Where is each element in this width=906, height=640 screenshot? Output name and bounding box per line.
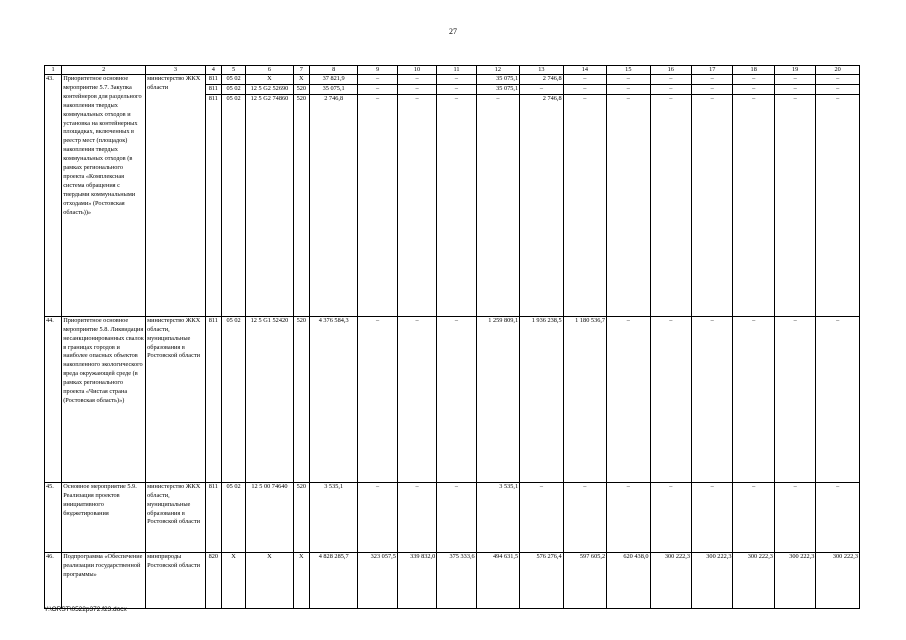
column-header: 20	[816, 66, 860, 75]
table-cell: –	[476, 94, 519, 316]
row-name: Основное мероприятие 5.9. Реализация проектов инициативного бюджетирования	[62, 482, 146, 552]
table-cell: 35 075,1	[476, 84, 519, 94]
table-cell: 323 057,5	[358, 552, 397, 608]
column-header: 15	[607, 66, 650, 75]
column-header: 9	[358, 66, 397, 75]
table-cell: –	[733, 84, 774, 94]
column-header: 6	[246, 66, 294, 75]
table-cell: –	[520, 482, 563, 552]
table-cell: 811	[205, 84, 221, 94]
table-cell: –	[358, 84, 397, 94]
row-executor: министерство ЖКХ области, муниципальные образования в Ростовской области	[146, 482, 206, 552]
table-cell: –	[358, 482, 397, 552]
table-cell: –	[607, 84, 650, 94]
table-cell: –	[650, 94, 691, 316]
table-cell: –	[816, 94, 860, 316]
table-cell: X	[221, 552, 245, 608]
table-cell: 05 02	[221, 75, 245, 85]
table-cell: –	[397, 94, 436, 316]
table-cell: –	[358, 94, 397, 316]
table-cell: 2 746,8	[520, 75, 563, 85]
table-cell: –	[774, 75, 815, 85]
column-header: 18	[733, 66, 774, 75]
table-cell: –	[437, 94, 476, 316]
table-cell: X	[246, 75, 294, 85]
table-cell: –	[816, 482, 860, 552]
table-row	[45, 316, 860, 482]
table-cell: 05 02	[221, 316, 245, 482]
table-cell: –	[692, 94, 733, 316]
table-cell: 300 222,3	[733, 552, 774, 608]
table-cell: –	[650, 482, 691, 552]
table-cell: –	[607, 75, 650, 85]
table-cell: 820	[205, 552, 221, 608]
table-cell: 375 333,6	[437, 552, 476, 608]
table-cell: 300 222,3	[692, 552, 733, 608]
table-cell: 300 222,3	[774, 552, 815, 608]
table-cell: –	[650, 316, 691, 482]
column-header: 5	[221, 66, 245, 75]
table-cell: 05 02	[221, 482, 245, 552]
column-header: 1	[45, 66, 62, 75]
table-cell: –	[774, 84, 815, 94]
table-cell: 597 605,2	[563, 552, 606, 608]
table-cell: X	[246, 552, 294, 608]
column-header: 2	[62, 66, 146, 75]
table-cell: 576 276,4	[520, 552, 563, 608]
table-cell: –	[692, 84, 733, 94]
table-cell: –	[607, 482, 650, 552]
table-cell: 12 5 G2 52690	[246, 84, 294, 94]
table-cell: 811	[205, 94, 221, 316]
row-name: Приоритетное основное мероприятие 5.8. Ликвидация несанкционированных свалок в границах городов и наиболее опасных объектов накопленного экологического вреда окружающей среде (в рамках регионального проекта «Чистая страна (Ростовская область)»)	[62, 316, 146, 482]
table-cell: –	[358, 316, 397, 482]
table-cell: –	[397, 482, 436, 552]
column-header: 13	[520, 66, 563, 75]
table-cell: 35 075,1	[476, 75, 519, 85]
table-cell: 05 02	[221, 94, 245, 316]
table-row	[45, 75, 860, 85]
table-cell: –	[816, 84, 860, 94]
table-cell: –	[774, 316, 815, 482]
table-cell: –	[650, 84, 691, 94]
column-header: 7	[293, 66, 309, 75]
table-cell: 520	[293, 94, 309, 316]
table-cell: –	[397, 84, 436, 94]
table-cell: 1 936 238,5	[520, 316, 563, 482]
table-cell: 520	[293, 316, 309, 482]
table-cell: 2 746,8	[309, 94, 358, 316]
row-number: 46.	[45, 552, 62, 608]
file-path-footer: Y:\ORST\0522p372.f23.docx	[44, 606, 127, 613]
table-cell: 811	[205, 482, 221, 552]
table-cell: –	[437, 316, 476, 482]
table-cell: –	[397, 316, 436, 482]
column-header: 8	[309, 66, 358, 75]
table-cell: –	[774, 94, 815, 316]
table-cell: –	[437, 84, 476, 94]
table-cell: 12 5 G1 52420	[246, 316, 294, 482]
column-header: 12	[476, 66, 519, 75]
column-header: 14	[563, 66, 606, 75]
page-number: 27	[449, 27, 457, 36]
column-header: 4	[205, 66, 221, 75]
table-cell: –	[733, 75, 774, 85]
header-row	[45, 66, 860, 75]
table-cell: –	[733, 482, 774, 552]
table-cell: –	[733, 316, 774, 482]
column-header: 16	[650, 66, 691, 75]
table-cell: –	[816, 75, 860, 85]
table-cell: 339 832,0	[397, 552, 436, 608]
table-cell: 3 535,1	[476, 482, 519, 552]
table-cell: 35 075,1	[309, 84, 358, 94]
table-cell: –	[358, 75, 397, 85]
table-cell: 520	[293, 482, 309, 552]
column-header: 11	[437, 66, 476, 75]
table-cell: 2 746,8	[520, 94, 563, 316]
table-cell: –	[563, 75, 606, 85]
table-cell: –	[397, 75, 436, 85]
column-header: 10	[397, 66, 436, 75]
table-cell: 300 222,3	[816, 552, 860, 608]
table-cell: 37 821,9	[309, 75, 358, 85]
table-cell: 4 376 584,3	[309, 316, 358, 482]
table-cell: 300 222,3	[650, 552, 691, 608]
table-row	[45, 482, 860, 552]
row-executor: министерство ЖКХ области	[146, 75, 206, 317]
table-cell: –	[437, 75, 476, 85]
table-cell: 520	[293, 84, 309, 94]
table-cell: X	[293, 552, 309, 608]
budget-table	[44, 65, 860, 609]
row-number: 43.	[45, 75, 62, 317]
table-cell: X	[293, 75, 309, 85]
row-number: 45.	[45, 482, 62, 552]
table-cell: –	[607, 94, 650, 316]
table-cell: –	[692, 75, 733, 85]
table-cell: –	[437, 482, 476, 552]
table-cell: 811	[205, 316, 221, 482]
row-number: 44.	[45, 316, 62, 482]
table-cell: 620 438,0	[607, 552, 650, 608]
table-cell: –	[692, 482, 733, 552]
table-cell: –	[563, 482, 606, 552]
table-cell: 494 631,5	[476, 552, 519, 608]
column-header: 17	[692, 66, 733, 75]
table-cell: –	[563, 84, 606, 94]
table-cell: –	[774, 482, 815, 552]
table-cell: –	[520, 84, 563, 94]
table-cell: 1 180 536,7	[563, 316, 606, 482]
table-cell: –	[607, 316, 650, 482]
table-cell: 12 5 00 74640	[246, 482, 294, 552]
table-cell: 3 535,1	[309, 482, 358, 552]
column-header: 19	[774, 66, 815, 75]
row-name: Приоритетное основное мероприятие 5.7. Закупка контейнеров для раздельного накопления твердых коммунальных отходов и установка на контейнерных площадках, включенных в реестр мест (площадок) накопления твердых коммунальных отходов (в рамках регионального проекта «Комплексная система обращения с твердыми коммунальными отходами» (Ростовская область))»	[62, 75, 146, 317]
table-cell: –	[563, 94, 606, 316]
table-cell: –	[650, 75, 691, 85]
table-cell: –	[816, 316, 860, 482]
table-cell: –	[733, 94, 774, 316]
table-cell: 12 5 G2 74860	[246, 94, 294, 316]
table-cell: 4 828 285,7	[309, 552, 358, 608]
row-name: Подпрограмма «Обеспечение реализации государственной программы»	[62, 552, 146, 608]
table-cell: –	[692, 316, 733, 482]
row-executor: министерство ЖКХ области, муниципальные образования в Ростовской области	[146, 316, 206, 482]
column-header: 3	[146, 66, 206, 75]
table-cell: 05 02	[221, 84, 245, 94]
row-executor: минприроды Ростовской области	[146, 552, 206, 608]
table-cell: 811	[205, 75, 221, 85]
table-cell: 1 259 809,1	[476, 316, 519, 482]
table-row	[45, 552, 860, 608]
